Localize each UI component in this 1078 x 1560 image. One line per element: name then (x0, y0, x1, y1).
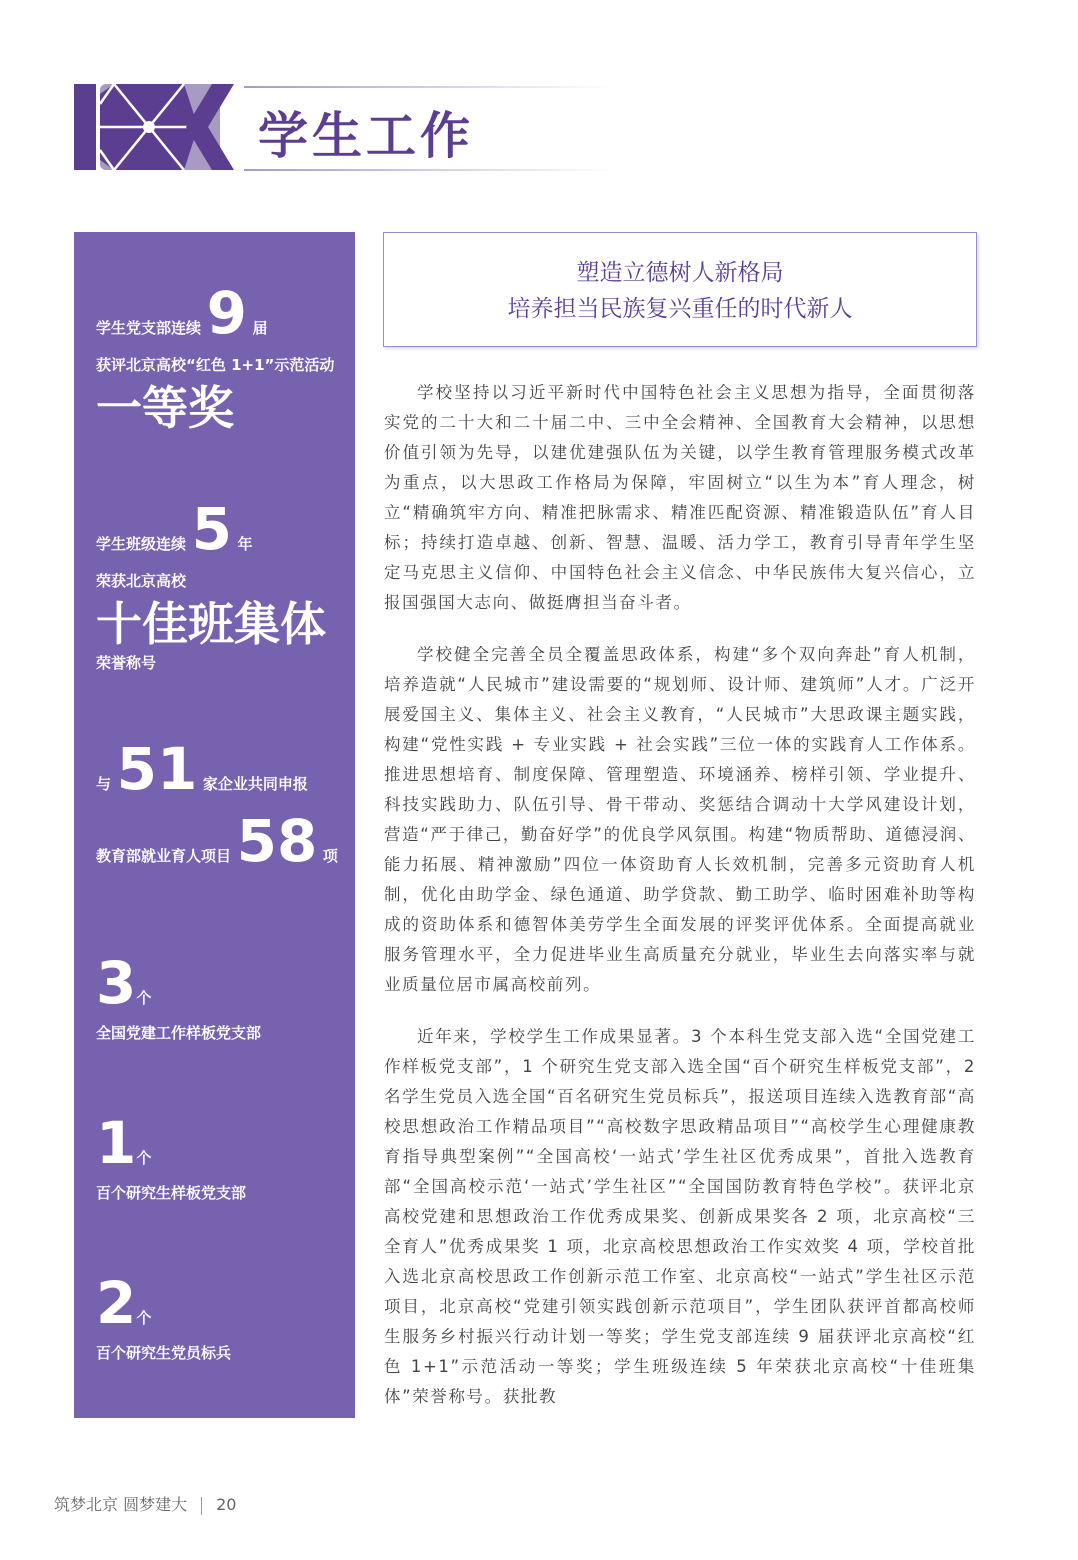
stat-label: 全国党建工作样板党支部 (96, 1024, 262, 1042)
stat-unit: 个 (136, 1309, 152, 1327)
section-logo-icon (74, 84, 246, 170)
stat-text: 与 (96, 775, 112, 793)
stat-text: 获评北京高校“红色 1+1”示范活动 (96, 356, 335, 374)
stat-projects (96, 807, 338, 875)
stat-enterprise (96, 735, 308, 803)
stat-number: 1 (96, 1109, 137, 1177)
stat-number: 3 (96, 949, 137, 1017)
stat-text: 荣誉称号 (96, 654, 157, 672)
footer-slogan: 筑梦北京 圆梦建大 (54, 1495, 188, 1514)
stat-number: 2 (96, 1269, 137, 1337)
stat-unit: 个 (136, 1149, 152, 1167)
stat-text: 教育部就业育人项目 (96, 847, 232, 865)
stat-grad-branch (96, 1109, 152, 1177)
stat-unit: 个 (136, 989, 152, 1007)
header-rule-top (244, 86, 614, 88)
stat-unit: 家企业共同申报 (202, 775, 308, 793)
stat-text: 荣获北京高校 (96, 572, 187, 590)
stat-number: 51 (116, 735, 198, 803)
footer-divider (201, 1497, 202, 1515)
headline-box (383, 232, 977, 347)
section-title: 学生工作 (258, 107, 474, 165)
stat-label: 百个研究生党员标兵 (96, 1344, 232, 1362)
headline-line: 培养担当民族复兴重任的时代新人 (507, 296, 853, 322)
stat-number: 9 (206, 279, 247, 347)
stat-unit: 项 (322, 847, 338, 865)
stat-highlight: 十佳班集体 (96, 597, 326, 651)
stat-grad-member (96, 1269, 152, 1337)
paragraph: 学校坚持以习近平新时代中国特色社会主义思想为指导，全面贯彻落实党的二十大和二十届二中、三中全会精神、全国教育大会精神，以思想价值引领为先导，以建优建强队伍为关键，以学生教育管理服务模式改革为重点，以大思政工作格局为保障，牢固树立“以生为本”育人理念，树立“精确筑牢方向、精准把脉需求、精准匹配资源、精准锻造队伍”育人目标；持续打造卓越、创新、智慧、温暖、活力学工，教育引导青年学生坚定马克思主义信仰、中国特色社会主义信念、中华民族伟大复兴信心，立报国强国大志向、做挺膺担当奋斗者。 (384, 383, 976, 612)
stat-text: 学生班级连续 (96, 535, 187, 553)
paragraph: 近年来，学校学生工作成果显著。3 个本科生党支部入选“全国党建工作样板党支部”，1 个研究生党支部入选全国“百个研究生样板党支部”，2 名学生党员入选全国“百名研究生党员标兵”，报送项目连续入选教育部“高校思想政治工作精品项目”“高校数字思政精品项目”“高校学生心理健康教育指导典型案例”“全国高校‘一站式’学生社区优秀成果”，首批入选教育部“全国高校示范‘一站式’学生社区”“全国国防教育特色学校”。获评北京高校党建和思想政治工作优秀成果奖、创新成果奖各 2 项，北京高校“三全育人”优秀成果奖 1 项，北京高校思想政治工作实效奖 4 项，学校首批入选北京高校思政工作创新示范工作室、北京高校“一站式”学生社区示范项目，北京高校“党建引领实践创新示范项目”，学生团队获评首都高校师生服务乡村振兴行动计划一等奖；学生党支部连续 9 届获评北京高校“红色 1+1”示范活动一等奖；学生班级连续 5 年荣获北京高校“十佳班集体”荣誉称号。获批教 (384, 1027, 976, 1406)
stat-model-branch (96, 949, 152, 1017)
stat-label: 百个研究生样板党支部 (96, 1184, 247, 1202)
page-footer (54, 1492, 236, 1515)
header-rule-bottom (244, 169, 614, 171)
headline-line: 塑造立德树人新格局 (576, 260, 784, 286)
stat-unit: 年 (237, 535, 253, 553)
stat-number: 58 (236, 807, 318, 875)
paragraph: 学校健全完善全员全覆盖思政体系，构建“多个双向奔赴”育人机制，培养造就“人民城市”建设需要的“规划师、设计师、建筑师”人才。广泛开展爱国主义、集体主义、社会主义教育，“人民城市”大思政课主题实践，构建“党性实践 + 专业实践 + 社会实践”三位一体的实践育人工作体系。推进思想培育、制度保障、管理塑造、环境涵养、榜样引领、学业提升、科技实践助力、队伍引导、骨干带动、奖惩结合调动十大学风建设计划，营造“严于律己，勤奋好学”的优良学风氛围。构建“物质帮助、道德浸润、能力拓展、精神激励”四位一体资助育人长效机制，完善多元资助育人机制，优化由助学金、绿色通道、助学贷款、勤工助学、临时困难补助等构成的资助体系和德智体美劳学生全面发展的评奖评优体系。全面提高就业服务管理水平，全力促进毕业生高质量充分就业，毕业生去向落实率与就业质量位居市属高校前列。 (384, 645, 976, 994)
stats-sidebar (74, 232, 355, 1418)
stat-text: 学生党支部连续 (96, 319, 202, 337)
article-body (384, 378, 976, 1434)
stat-party-branch (96, 279, 268, 347)
stat-class (96, 495, 253, 563)
stat-number: 5 (191, 495, 232, 563)
stat-unit: 届 (252, 319, 268, 337)
page-number: 20 (216, 1495, 237, 1514)
stat-highlight: 一等奖 (96, 381, 234, 435)
